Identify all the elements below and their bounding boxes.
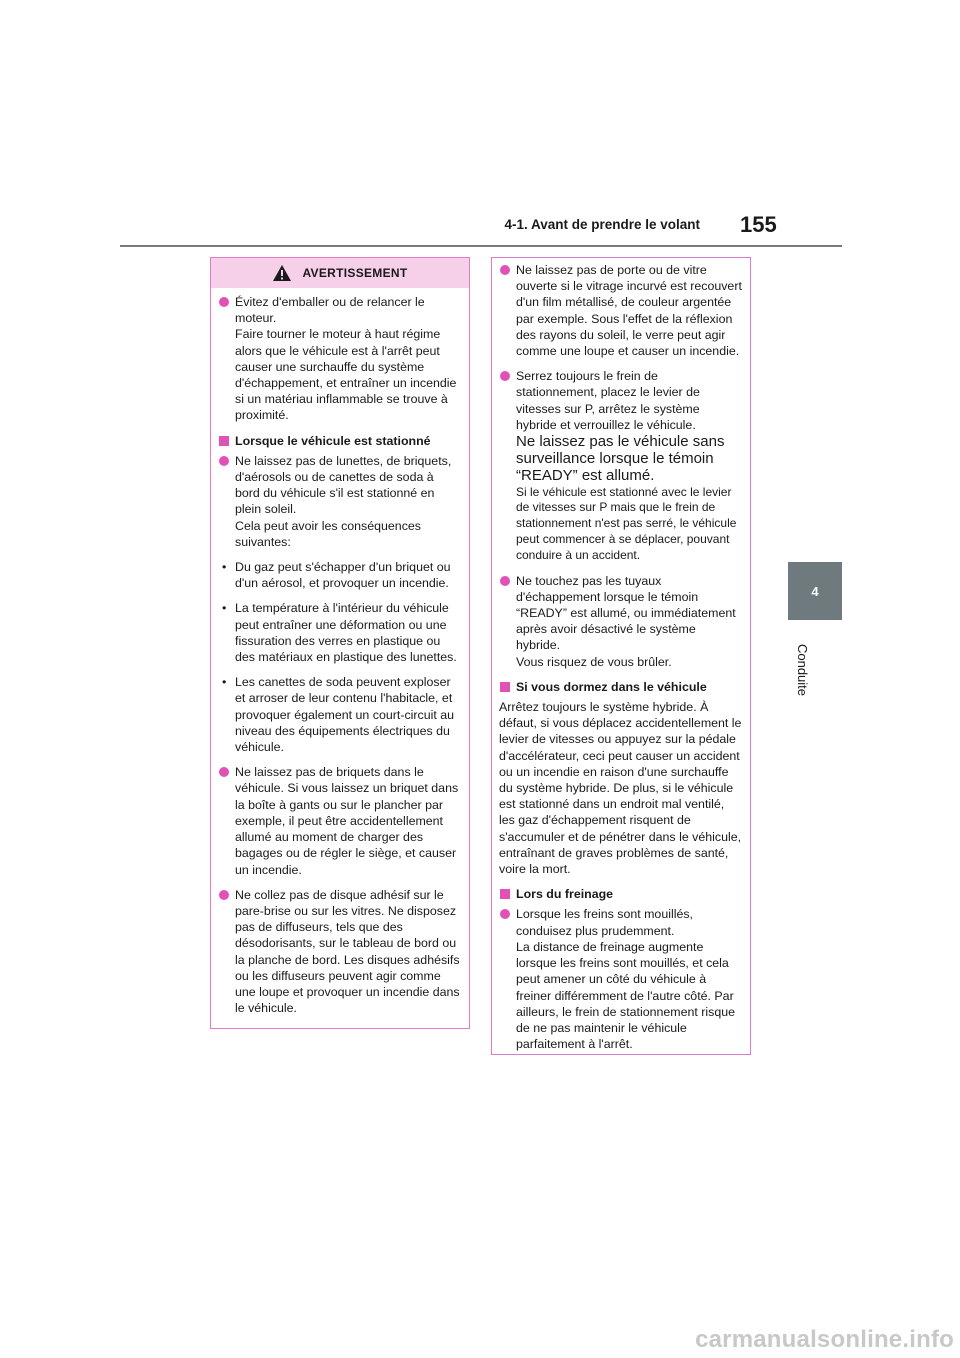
bullet-adhesive-disc: [218, 887, 461, 1017]
chapter-label: Conduite: [795, 643, 810, 697]
bullet-dot: [500, 576, 510, 586]
consequence-text: Les canettes de soda peuvent exploser et arroser de leur contenu l'habitacle, et provoquer également un court-circuit au niveau des équipements électriques du véhicule.: [235, 675, 455, 755]
warning-triangle-icon: [272, 264, 292, 282]
heading-text: Si vous dormez dans le véhicule: [516, 679, 707, 694]
heading-square: [500, 682, 510, 692]
bullet-dot: [219, 297, 229, 307]
header-rule: [120, 245, 842, 247]
sleep-heading: [499, 679, 742, 695]
heading-text: Lorsque le véhicule est stationné: [235, 433, 431, 448]
consequence-item: • Du gaz peut s'échapper d'un briquet ou d'un aérosol, et provoquer un incendie.: [222, 560, 451, 591]
bullet-dot: [500, 371, 510, 381]
bullet-dot: [219, 767, 229, 777]
bullet-dot: [219, 890, 229, 900]
page-number: 155: [740, 212, 777, 237]
bullet-body: La distance de freinage augmente lorsque les freins sont mouillés, et cela peut amener un côté du véhicule à freiner différemment de l'autre côté. Par ailleurs, le frein de stationnement risque de ne pas maintenir le véhicule parfaitement à l'arrêt.: [516, 939, 736, 1052]
bullet-emphasis: Ne laissez pas le véhicule sans surveillance lorsque le témoin “READY” est allumé.: [516, 433, 725, 485]
section-title: 4-1. Avant de prendre le volant: [504, 217, 700, 232]
bullet-lighter: [218, 764, 461, 877]
bullet-dot: [219, 456, 229, 466]
bullet-sun-items: [218, 453, 461, 550]
bullet-lead: Lorsque les freins sont mouillés, conduisez plus prudemment.: [516, 907, 693, 938]
parked-heading: [218, 433, 461, 449]
warning-title: AVERTISSEMENT: [302, 265, 408, 280]
bullet-window-film: [499, 262, 742, 359]
sleep-paragraph: Arrêtez toujours le système hybride. À défaut, si vous déplacez accidentellement le levier de vitesses ou appuyez sur la pédale d'accélérateur, ceci peut causer un accident ou un incendie en raison d'une surchauffe du système hybride. De plus, si le véhicule est stationné dans un endroit mal ventilé, les gaz d'échappement risquent de s'accumuler et de pénétrer dans le véhicule, entraînant de graves problèmes de santé, voire la mort.: [499, 700, 742, 877]
bullet-dot: [500, 909, 510, 919]
bullet-wet-brakes: [499, 906, 742, 1052]
bullet-dot: [500, 265, 510, 275]
bullet-body: Faire tourner le moteur à haut régime alors que le véhicule est à l'arrêt peut causer une surchauffe du système d'échappement, et entraîner un incendie si un matériau inflammable se trouve à proximité.: [235, 327, 457, 423]
bullet-body: Cela peut avoir les conséquences suivantes:: [235, 518, 421, 549]
consequence-text: Du gaz peut s'échapper d'un briquet ou d'un aérosol, et provoquer un incendie.: [235, 560, 451, 591]
consequence-item: • La température à l'intérieur du véhicule peut entraîner une déformation ou une fissuration des verres en plastique ou des matériaux en plastique des lunettes.: [222, 601, 457, 665]
consequence-item: • Les canettes de soda peuvent exploser et arroser de leur contenu l'habitacle, et provoquer également un court-circuit au niveau des équipements électriques du véhicule.: [222, 675, 455, 755]
consequence-text: La température à l'intérieur du véhicule peut entraîner une déformation ou une fissuration des verres en plastique ou des matériaux en plastique des lunettes.: [235, 601, 457, 665]
bullet-text: Ne collez pas de disque adhésif sur le pare-brise ou sur les vitres. Ne disposez pas de diffuseurs, tels que des désodorisants, sur le tableau de bord ou la planche de bord. Les disques adhésifs ou les diffuseurs peuvent agir comme une loupe et provoquer un incendie dans le véhicule.: [235, 887, 460, 1016]
warning-box-right: [491, 257, 751, 1055]
bullet-lead: Ne laissez pas de lunettes, de briquets, d'aérosols ou de canettes de soda à bord du véhicule s'il est stationné en plein soleil.: [235, 453, 452, 517]
bullet-exhaust-pipes: [499, 573, 742, 670]
bullet-text: Ne laissez pas de porte ou de vitre ouverte si le vitrage incurvé est recouvert d'un film métallisé, de couleur argentée par exemple. Sous l'effet de la réflexion des rayons du soleil, le verre peut agir comme une loupe et causer un incendie.: [516, 263, 742, 359]
bullet-body: Si le véhicule est stationné avec le levier de vitesses sur P mais que le frein de stationnement n'est pas serré, le véhicule peut commencer à se déplacer, pouvant conduire à un accident.: [516, 484, 737, 562]
warning-box-left: [210, 257, 470, 1029]
brake-heading: [499, 886, 742, 902]
chapter-tab: 4: [788, 562, 842, 620]
bullet-lead: Ne touchez pas les tuyaux d'échappement lorsque le témoin “READY” est allumé, ou immédiatement après avoir désactivé le système hybride.: [516, 573, 736, 653]
heading-text: Lors du freinage: [516, 887, 614, 902]
bullet-lead: Évitez d'emballer ou de relancer le moteur.: [235, 295, 425, 326]
bullet-lead: Serrez toujours le frein de stationnement, placez le levier de vitesses sur P, arrêtez le système hybride et verrouillez le véhicule.: [516, 369, 700, 432]
heading-square: [500, 889, 510, 899]
bullet-text: Ne laissez pas de briquets dans le véhicule. Si vous laissez un briquet dans la boîte à gants ou sur le plancher par exemple, il peut être accidentellement allumé au moment de charger des bagages ou de régler le siège, et causer un incendie.: [235, 765, 459, 877]
bullet-engine-rev: [218, 294, 461, 424]
heading-square: [219, 436, 229, 446]
warning-header: [211, 258, 469, 288]
bullet-parking-brake: [499, 368, 742, 563]
bullet-body: Vous risquez de vous brûler.: [516, 654, 672, 669]
watermark: carmanualsonline.info: [695, 1326, 954, 1353]
